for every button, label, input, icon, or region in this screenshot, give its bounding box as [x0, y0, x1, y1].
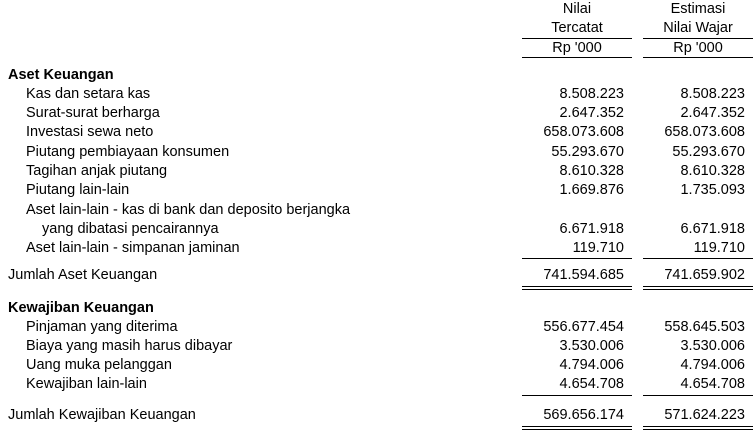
- row-label: Kewajiban lain-lain: [26, 376, 147, 392]
- total-assets-label: Jumlah Aset Keuangan: [8, 267, 158, 283]
- table-row: [0, 318, 753, 337]
- row-value-fair: 558.645.503: [664, 319, 745, 335]
- row-label: Tagihan anjak piutang: [26, 163, 168, 179]
- row-value-carrying: 8.508.223: [559, 86, 624, 102]
- row-value-carrying: 4.794.006: [559, 357, 624, 373]
- row-value-carrying: 6.671.918: [559, 221, 624, 237]
- table-row: [0, 123, 753, 142]
- row-label: Aset lain-lain - kas di bank dan deposito berjangka: [26, 202, 351, 218]
- row-value-fair: 6.671.918: [680, 221, 745, 237]
- row-value-carrying: 119.710: [572, 240, 624, 256]
- total-liabilities-label: Jumlah Kewajiban Keuangan: [8, 407, 196, 423]
- total-liabilities-fair: 571.624.223: [664, 407, 745, 423]
- row-label: Investasi sewa neto: [26, 124, 154, 140]
- table-row: [0, 356, 753, 375]
- row-value-fair: 2.647.352: [680, 105, 745, 121]
- row-value-carrying: 8.610.328: [559, 163, 624, 179]
- row-value-fair: 4.654.708: [680, 376, 745, 392]
- row-value-carrying: 556.677.454: [543, 319, 624, 335]
- header-fair-value: [643, 0, 753, 38]
- unit-col2: Rp '000: [643, 38, 753, 58]
- row-label: Pinjaman yang diterima: [26, 319, 178, 335]
- row-label: Piutang lain-lain: [26, 182, 130, 198]
- double-underline: [643, 286, 753, 290]
- table-row: [0, 85, 753, 104]
- row-value-fair: 8.610.328: [680, 163, 745, 179]
- total-liabilities-carrying: 569.656.174: [543, 407, 624, 423]
- liabilities-title: Kewajiban Keuangan: [8, 300, 154, 316]
- unit-col1: Rp '000: [522, 38, 632, 58]
- table-row: [0, 201, 753, 220]
- table-row: [0, 162, 753, 181]
- total-assets-fair: 741.659.902: [664, 267, 745, 283]
- row-value-fair: 8.508.223: [680, 86, 745, 102]
- row-label: Piutang pembiayaan konsumen: [26, 144, 230, 160]
- subtotal-line: [643, 258, 753, 259]
- double-underline: [643, 426, 753, 430]
- header-carrying-value: [522, 0, 632, 38]
- table-row-total: [0, 266, 753, 285]
- row-value-fair: 55.293.670: [672, 144, 745, 160]
- table-row: [0, 104, 753, 123]
- row-value-fair: 3.530.006: [680, 338, 745, 354]
- table-row: [0, 143, 753, 162]
- header-col1-line2: Tercatat: [551, 20, 603, 36]
- table-row: [0, 337, 753, 356]
- header-col2-line1: Estimasi: [670, 1, 726, 17]
- row-value-fair: 4.794.006: [680, 357, 745, 373]
- table-row: [0, 220, 753, 239]
- table-row: [0, 239, 753, 258]
- row-value-carrying: 2.647.352: [559, 105, 624, 121]
- row-value-carrying: 55.293.670: [551, 144, 624, 160]
- row-label: Biaya yang masih harus dibayar: [26, 338, 233, 354]
- row-label: Aset lain-lain - simpanan jaminan: [26, 240, 240, 256]
- row-value-carrying: 658.073.608: [543, 124, 624, 140]
- row-label: Uang muka pelanggan: [26, 357, 172, 373]
- row-value-carrying: 3.530.006: [559, 338, 624, 354]
- assets-title: Aset Keuangan: [8, 67, 114, 83]
- row-value-fair: 1.735.093: [680, 182, 745, 198]
- row-label: Surat-surat berharga: [26, 105, 160, 121]
- table-row: [0, 181, 753, 200]
- row-value-carrying: 4.654.708: [559, 376, 624, 392]
- table-row: [0, 375, 753, 394]
- subtotal-line: [522, 258, 632, 259]
- row-value-fair: 658.073.608: [664, 124, 745, 140]
- row-value-carrying: 1.669.876: [559, 182, 624, 198]
- header-col2-line2: Nilai Wajar: [663, 20, 733, 36]
- header-col1-line1: Nilai: [562, 1, 592, 17]
- total-assets-carrying: 741.594.685: [543, 267, 624, 283]
- row-label-continued: yang dibatasi pencairannya: [42, 221, 219, 237]
- subtotal-line: [522, 395, 632, 396]
- row-label: Kas dan setara kas: [26, 86, 151, 102]
- table-row-total: [0, 406, 753, 425]
- double-underline: [522, 426, 632, 430]
- subtotal-line: [643, 395, 753, 396]
- section-title-assets: [0, 66, 753, 85]
- section-title-liabilities: [0, 299, 753, 318]
- double-underline: [522, 286, 632, 290]
- row-value-fair: 119.710: [693, 240, 745, 256]
